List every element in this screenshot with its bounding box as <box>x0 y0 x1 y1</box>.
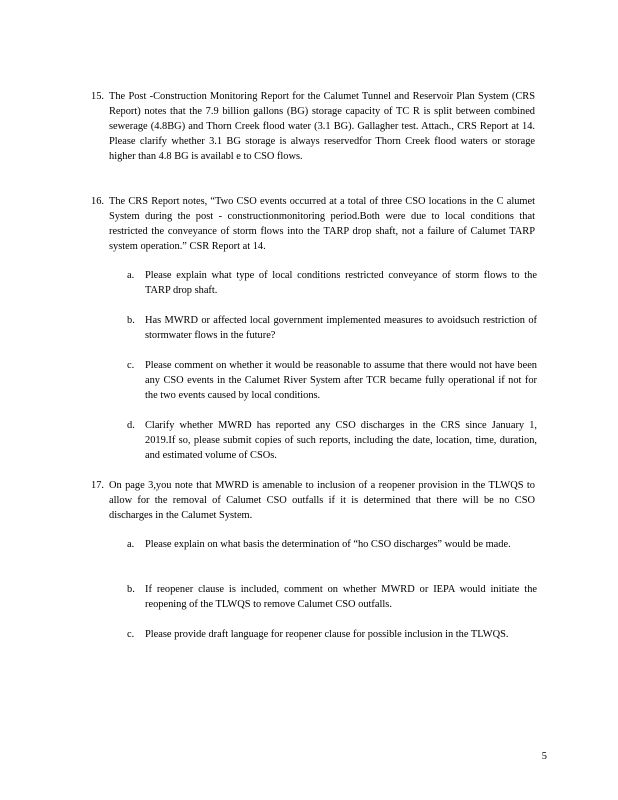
question-number: 16. <box>91 196 104 207</box>
sub-letter: a. <box>127 270 135 281</box>
question-16 <box>91 194 535 254</box>
question-15 <box>91 89 535 164</box>
question-17 <box>91 478 535 523</box>
sub-text: Please provide draft language for reopener clause for possible inclusion in the TLWQS. <box>145 629 509 640</box>
question-text: On page 3,you note that MWRD is amenable to inclusion of a reopener provision in the TLWQS to allow for the removal of Calumet CSO outfalls if it is determined that there will be no CSO discharges in the Calumet System. <box>109 480 535 521</box>
sub-text: Please comment on whether it would be reasonable to assume that there would not have been any CSO events in the Calumet River System after TCR became fully operational if not for the two events caused by local conditions. <box>145 360 537 401</box>
sub-letter: b. <box>127 584 135 595</box>
sub-text: Please explain on what basis the determination of “ho CSO discharges” would be made. <box>145 539 511 550</box>
sub-letter: b. <box>127 315 135 326</box>
question-text: The Post -Construction Monitoring Report for the Calumet Tunnel and Reservoir Plan System (CRS Report) notes that the 7.9 billion gallons (BG) storage capacity of TC R is split between combined sewerage (4.8BG) and Thorn Creek flood water (3.1 BG). Gallagher test. Attach., CRS Report at 14. Please clarify whether 3.1 BG storage is always reservedfor Thorn Creek flood waters or storage higher than 4.8 BG is availabl e to CSO flows. <box>109 91 535 162</box>
question-number: 15. <box>91 91 104 102</box>
question-number: 17. <box>91 480 104 491</box>
sub-text: Has MWRD or affected local government implemented measures to avoidsuch restriction of stormwater flows in the future? <box>145 315 537 341</box>
page-number: 5 <box>541 751 547 762</box>
sub-letter: a. <box>127 539 135 550</box>
sub-text: Clarify whether MWRD has reported any CSO discharges in the CRS since January 1, 2019.If so, please submit copies of such reports, including the date, location, time, duration, and estimated volume of CSOs. <box>145 420 537 461</box>
question-16-a <box>127 268 537 298</box>
question-17-c <box>127 627 537 642</box>
sub-text: If reopener clause is included, comment on whether MWRD or IEPA would initiate the reopening of the TLWQS to remove Calumet CSO outfalls. <box>145 584 537 610</box>
question-16-d <box>127 418 537 463</box>
sub-letter: c. <box>127 629 135 640</box>
sub-letter: d. <box>127 420 135 431</box>
sub-text: Please explain what type of local conditions restricted conveyance of storm flows to the TARP drop shaft. <box>145 270 537 296</box>
sub-letter: c. <box>127 360 135 371</box>
question-17-b <box>127 582 537 612</box>
question-text: The CRS Report notes, “Two CSO events occurred at a total of three CSO locations in the C alumet System during the post - constructionmonitoring period.Both were due to local conditions that restricted the conveyance of storm flows into the TARP drop shaft, not a failure of Calumet TARP system operation.” CSR Report at 14. <box>109 196 535 252</box>
question-17-a <box>127 537 537 552</box>
question-16-b <box>127 313 537 343</box>
question-16-c <box>127 358 537 403</box>
